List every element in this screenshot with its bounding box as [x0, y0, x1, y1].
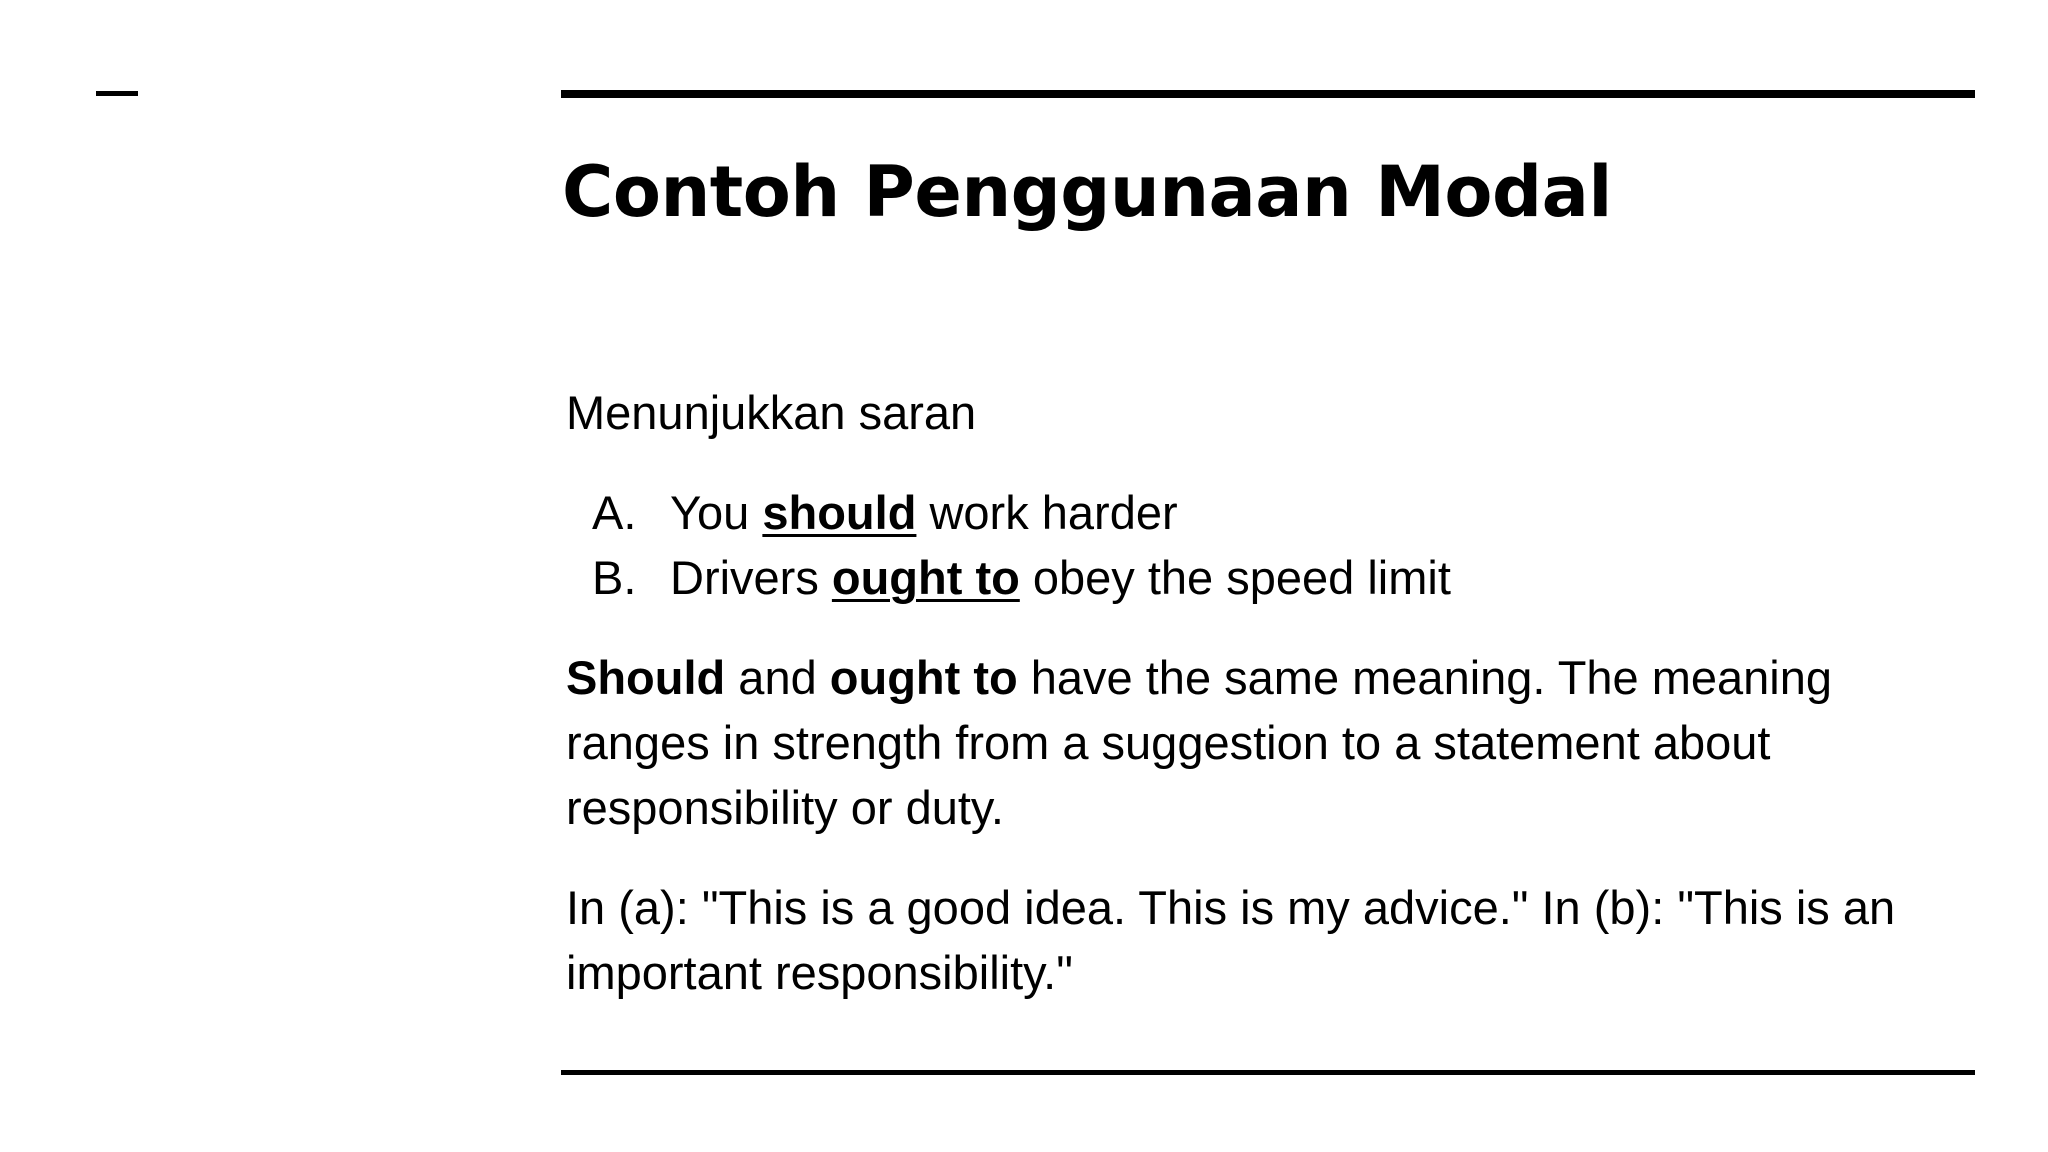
explanation-paragraph	[566, 645, 1976, 840]
slide-body	[566, 380, 1976, 1005]
corner-dash-decoration	[96, 91, 138, 96]
example-text-after: work harder	[916, 486, 1178, 539]
explanation-rest: have the same meaning. The meaning ranges in strength from a suggestion to a statement about responsibility or duty.	[566, 651, 1833, 834]
subheading: Menunjukkan saran	[566, 386, 977, 439]
example-list	[566, 480, 1976, 610]
list-item	[566, 480, 1976, 545]
explanation-joiner: and	[725, 651, 830, 704]
example-text-after: obey the speed limit	[1019, 551, 1451, 604]
top-rule	[561, 90, 1975, 98]
example-text-before: You	[670, 486, 763, 539]
bold-term-should: Should	[566, 651, 726, 704]
example-text-before: Drivers	[670, 551, 832, 604]
list-marker: B.	[592, 551, 637, 604]
modal-verb: ought to	[831, 551, 1020, 604]
list-marker: A.	[592, 486, 637, 539]
slide-title: Contoh Penggunaan Modal	[562, 151, 1612, 233]
bold-term-ought-to: ought to	[829, 651, 1018, 704]
list-item	[566, 545, 1976, 610]
bottom-rule	[561, 1070, 1975, 1075]
modal-verb: should	[762, 486, 917, 539]
interpretation-paragraph: In (a): "This is a good idea. This is my advice." In (b): "This is an important responsibility."	[566, 881, 1896, 999]
